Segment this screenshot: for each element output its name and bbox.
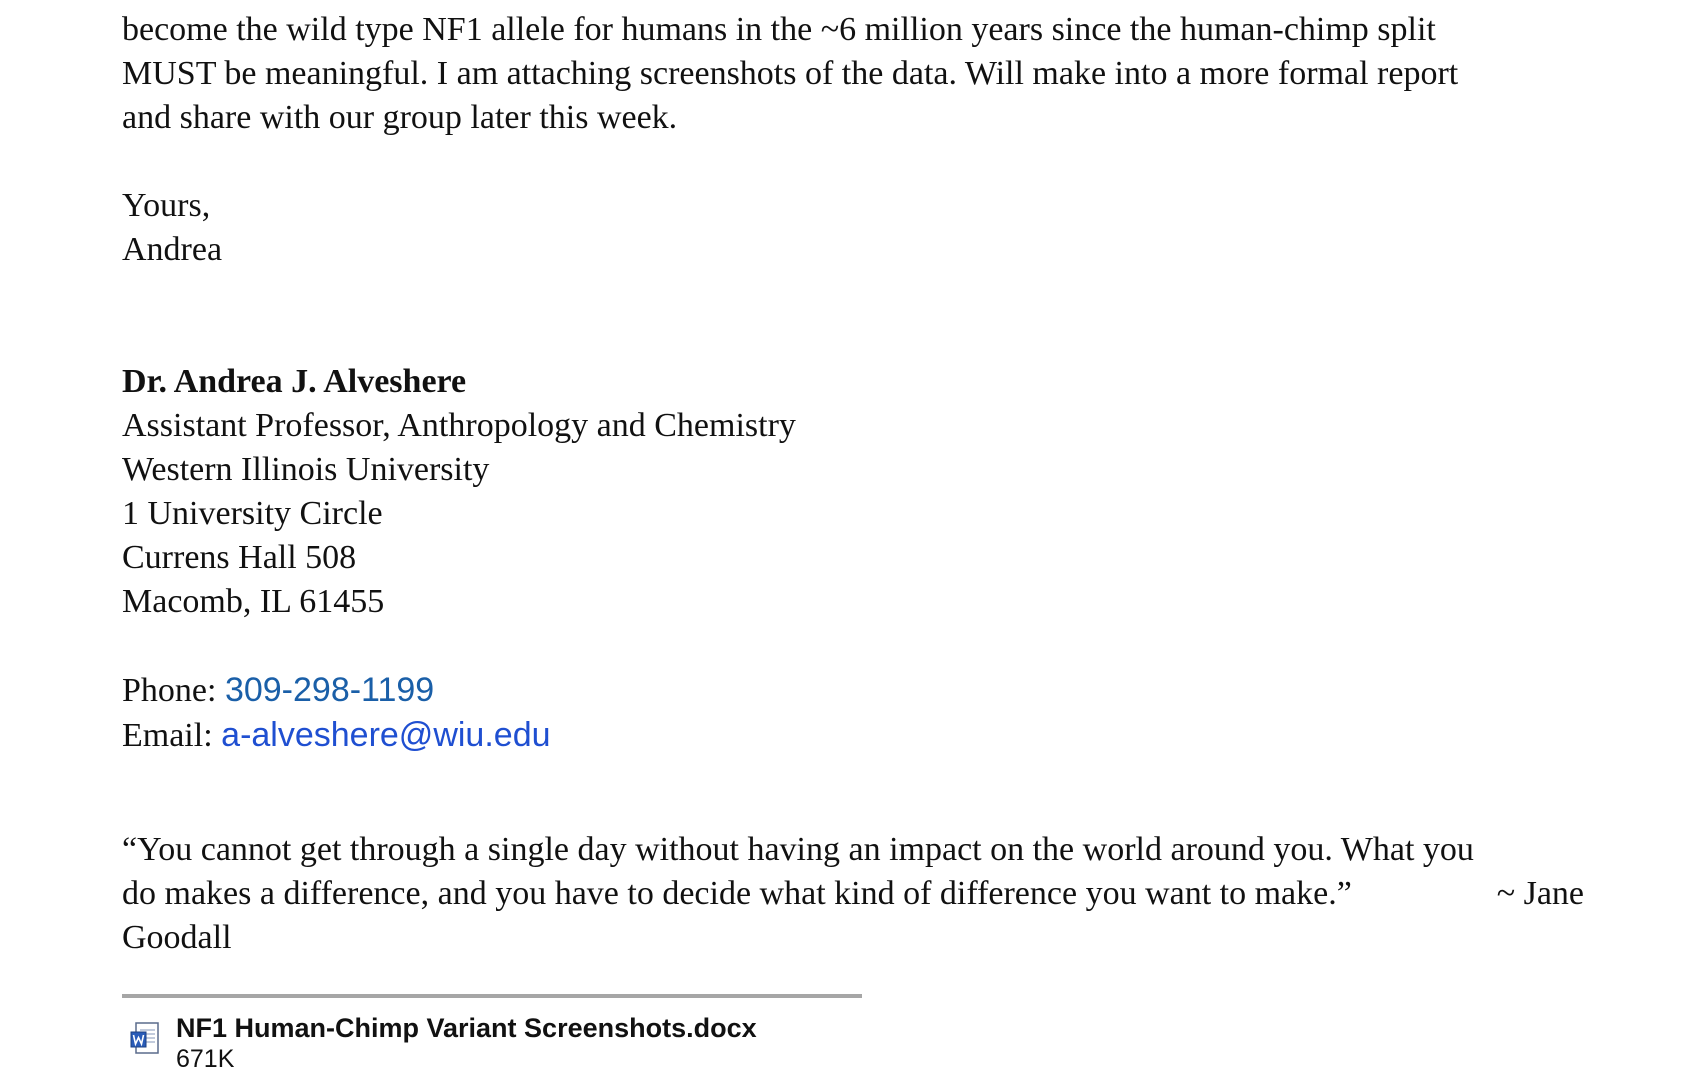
signature-address-line1: 1 University Circle [122, 495, 383, 532]
quote-line-2-text: do makes a difference, and you have to decide what kind of difference you want to make.” [122, 875, 1352, 912]
quote-line-1: “You cannot get through a single day without having an impact on the world around you. What you [122, 831, 1474, 868]
closing-name: Andrea [122, 231, 223, 268]
quote-attribution: ~ Jane [1496, 875, 1584, 912]
email-label: Email: [122, 717, 222, 754]
signature-name: Dr. Andrea J. Alveshere [122, 363, 467, 400]
message-line-1: become the wild type NF1 allele for humans in the ~6 million years since the human-chimp split [122, 11, 1436, 48]
attachment-item[interactable] [130, 1012, 757, 1074]
closing-salutation: Yours, [122, 187, 211, 224]
quote-line-2 [122, 872, 1584, 916]
signature-block [122, 360, 1602, 758]
signature-address-line3: Macomb, IL 61455 [122, 583, 385, 620]
closing [122, 184, 1602, 272]
email-row [122, 713, 1602, 758]
message-line-3: and share with our group later this week. [122, 99, 678, 136]
word-document-icon [130, 1022, 160, 1056]
phone-link[interactable]: 309-298-1199 [224, 671, 435, 709]
signature-address-line2: Currens Hall 508 [122, 539, 357, 576]
email-body [122, 8, 1602, 960]
signature-title: Assistant Professor, Anthropology and Chemistry [122, 407, 796, 444]
message-paragraph [122, 8, 1602, 140]
email-link[interactable]: a-alveshere@wiu.edu [221, 716, 551, 754]
attachment-filename[interactable]: NF1 Human-Chimp Variant Screenshots.docx [176, 1013, 757, 1043]
attachment-divider [122, 994, 862, 998]
quote-line-3: Goodall [122, 919, 232, 956]
attachment-size: 671K [176, 1045, 235, 1073]
phone-row [122, 668, 1602, 713]
signature-institution: Western Illinois University [122, 451, 490, 488]
message-line-2: MUST be meaningful. I am attaching screenshots of the data. Will make into a more formal report [122, 55, 1459, 92]
quote-block [122, 828, 1602, 960]
phone-label: Phone: [122, 672, 225, 709]
attachment-info [176, 1012, 757, 1074]
